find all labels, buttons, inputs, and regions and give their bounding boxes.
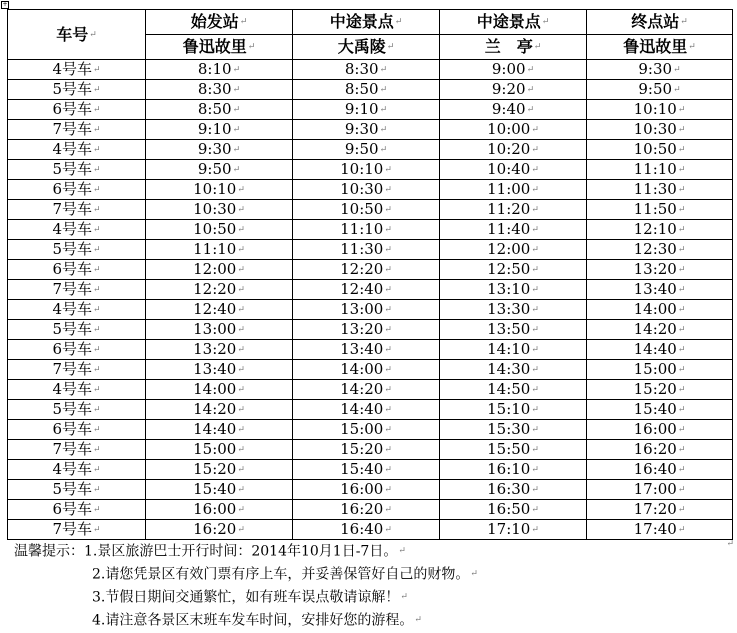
time-cell: 14:00↵ (146, 380, 293, 400)
header-end-station: 终点站↵ (587, 10, 733, 35)
time-cell: 9:10↵ (146, 120, 293, 140)
time-cell: 9:50↵ (587, 80, 733, 100)
time-cell: 15:00↵ (293, 420, 440, 440)
car-number-cell: 4号车↵ (8, 380, 146, 400)
time-cell: 12:30↵ (587, 240, 733, 260)
time-cell: 8:50↵ (293, 80, 440, 100)
time-cell: 14:00↵ (293, 360, 440, 380)
table-row (8, 520, 733, 540)
time-cell: 16:20↵ (293, 500, 440, 520)
time-cell: 11:00↵ (440, 180, 587, 200)
table-row (8, 160, 733, 180)
time-cell: 13:10↵ (440, 280, 587, 300)
time-cell: 16:00↵ (293, 480, 440, 500)
time-cell: 10:30↵ (293, 180, 440, 200)
table-row (8, 260, 733, 280)
table-row (8, 200, 733, 220)
note-line: 4.请注意各景区末班车发车时间，安排好您的游程。↵ (92, 612, 422, 629)
time-cell: 9:10↵ (293, 100, 440, 120)
time-cell: 15:40↵ (293, 460, 440, 480)
time-cell: 11:20↵ (440, 200, 587, 220)
car-number-cell: 7号车↵ (8, 520, 146, 540)
time-cell: 16:20↵ (146, 520, 293, 540)
time-cell: 17:00↵ (587, 480, 733, 500)
time-cell: 9:30↵ (146, 140, 293, 160)
time-cell: 11:40↵ (440, 220, 587, 240)
car-number-cell: 4号车↵ (8, 220, 146, 240)
time-cell: 12:20↵ (293, 260, 440, 280)
time-cell: 17:10↵ (440, 520, 587, 540)
time-cell: 16:50↵ (440, 500, 587, 520)
time-cell: 10:40↵ (440, 160, 587, 180)
time-cell: 13:40↵ (146, 360, 293, 380)
time-cell: 10:30↵ (146, 200, 293, 220)
header-start-station: 始发站↵ (146, 10, 293, 35)
time-cell: 12:40↵ (293, 280, 440, 300)
table-row (8, 320, 733, 340)
car-number-cell: 5号车↵ (8, 400, 146, 420)
time-cell: 14:20↵ (146, 400, 293, 420)
time-cell: 10:00↵ (440, 120, 587, 140)
time-cell: 13:00↵ (293, 300, 440, 320)
time-cell: 9:00↵ (440, 60, 587, 80)
time-cell: 17:40↵ (587, 520, 733, 540)
time-cell: 15:40↵ (587, 400, 733, 420)
time-cell: 14:40↵ (146, 420, 293, 440)
time-cell: 14:00↵ (587, 300, 733, 320)
car-number-cell: 5号车↵ (8, 320, 146, 340)
time-cell: 14:50↵ (440, 380, 587, 400)
header-midway-2: 中途景点↵ (440, 10, 587, 35)
table-row (8, 120, 733, 140)
car-number-cell: 7号车↵ (8, 200, 146, 220)
car-number-cell: 7号车↵ (8, 120, 146, 140)
time-cell: 12:10↵ (587, 220, 733, 240)
table-row (8, 480, 733, 500)
note-line: 2.请您凭景区有效门票有序上车，并妥善保管好自己的财物。↵ (92, 566, 478, 583)
time-cell: 10:10↵ (146, 180, 293, 200)
table-row (8, 340, 733, 360)
time-cell: 14:10↵ (440, 340, 587, 360)
time-cell: 8:10↵ (146, 60, 293, 80)
time-cell: 12:50↵ (440, 260, 587, 280)
time-cell: 10:50↵ (146, 220, 293, 240)
car-number-cell: 7号车↵ (8, 440, 146, 460)
time-cell: 16:20↵ (587, 440, 733, 460)
table-row (8, 360, 733, 380)
time-cell: 13:40↵ (293, 340, 440, 360)
time-cell: 10:20↵ (440, 140, 587, 160)
car-number-cell: 5号车↵ (8, 80, 146, 100)
time-cell: 13:20↵ (293, 320, 440, 340)
header-start-name: 鲁迅故里↵ (146, 35, 293, 60)
time-cell: 10:50↵ (587, 140, 733, 160)
table-row (8, 180, 733, 200)
time-cell: 8:30↵ (146, 80, 293, 100)
table-row (8, 460, 733, 480)
car-number-cell: 4号车↵ (8, 60, 146, 80)
table-row (8, 280, 733, 300)
note-line: 3.节假日期间交通繁忙，如有班车误点敬请谅解！↵ (92, 589, 408, 606)
time-cell: 13:00↵ (146, 320, 293, 340)
table-row (8, 60, 733, 80)
table-row (8, 80, 733, 100)
time-cell: 14:30↵ (440, 360, 587, 380)
car-number-cell: 4号车↵ (8, 300, 146, 320)
car-number-cell: 6号车↵ (8, 100, 146, 120)
time-cell: 15:20↵ (146, 460, 293, 480)
table-row (8, 380, 733, 400)
time-cell: 11:50↵ (587, 200, 733, 220)
car-number-cell: 5号车↵ (8, 240, 146, 260)
time-cell: 11:30↵ (293, 240, 440, 260)
car-number-cell: 7号车↵ (8, 280, 146, 300)
time-cell: 15:10↵ (440, 400, 587, 420)
time-cell: 15:50↵ (440, 440, 587, 460)
time-cell: 12:00↵ (440, 240, 587, 260)
car-number-cell: 4号车↵ (8, 140, 146, 160)
table-row (8, 100, 733, 120)
time-cell: 12:20↵ (146, 280, 293, 300)
time-cell: 10:30↵ (587, 120, 733, 140)
table-row (8, 240, 733, 260)
time-cell: 14:20↵ (293, 380, 440, 400)
time-cell: 15:00↵ (587, 360, 733, 380)
table-row (8, 440, 733, 460)
car-number-cell: 6号车↵ (8, 260, 146, 280)
table-anchor-icon: + (2, 1, 8, 8)
header-midway-1-name: 大禹陵↵ (293, 35, 440, 60)
time-cell: 10:10↵ (587, 100, 733, 120)
car-number-cell: 5号车↵ (8, 480, 146, 500)
paragraph-mark-icon: ↵ (726, 539, 734, 549)
table-row (8, 220, 733, 240)
time-cell: 14:20↵ (587, 320, 733, 340)
time-cell: 12:40↵ (146, 300, 293, 320)
time-cell: 16:00↵ (587, 420, 733, 440)
time-cell: 13:50↵ (440, 320, 587, 340)
time-cell: 13:40↵ (587, 280, 733, 300)
car-number-cell: 5号车↵ (8, 160, 146, 180)
car-number-cell: 6号车↵ (8, 180, 146, 200)
time-cell: 16:00↵ (146, 500, 293, 520)
time-cell: 15:40↵ (146, 480, 293, 500)
time-cell: 11:30↵ (587, 180, 733, 200)
time-cell: 16:10↵ (440, 460, 587, 480)
time-cell: 15:30↵ (440, 420, 587, 440)
header-midway-2-name: 兰 亭↵ (440, 35, 587, 60)
time-cell: 9:20↵ (440, 80, 587, 100)
time-cell: 10:50↵ (293, 200, 440, 220)
time-cell: 11:10↵ (146, 240, 293, 260)
table-row (8, 300, 733, 320)
car-number-cell: 6号车↵ (8, 500, 146, 520)
header-midway-1: 中途景点↵ (293, 10, 440, 35)
header-row-top (8, 10, 733, 35)
time-cell: 13:30↵ (440, 300, 587, 320)
time-cell: 15:20↵ (587, 380, 733, 400)
time-cell: 16:40↵ (293, 520, 440, 540)
car-number-cell: 4号车↵ (8, 460, 146, 480)
time-cell: 9:30↵ (587, 60, 733, 80)
car-number-cell: 6号车↵ (8, 420, 146, 440)
time-cell: 11:10↵ (587, 160, 733, 180)
time-cell: 9:50↵ (146, 160, 293, 180)
table-row (8, 500, 733, 520)
note-line: 温馨提示：1.景区旅游巴士开行时间：2014年10月1日-7日。↵ (14, 543, 406, 560)
time-cell: 13:20↵ (146, 340, 293, 360)
table-row (8, 400, 733, 420)
car-number-cell: 6号车↵ (8, 340, 146, 360)
time-cell: 14:40↵ (293, 400, 440, 420)
time-cell: 13:20↵ (587, 260, 733, 280)
notes-block (14, 540, 729, 632)
time-cell: 10:10↵ (293, 160, 440, 180)
time-cell: 16:40↵ (587, 460, 733, 480)
table-row (8, 420, 733, 440)
header-car-no: 车号↵ (8, 10, 146, 60)
time-cell: 11:10↵ (293, 220, 440, 240)
time-cell: 8:50↵ (146, 100, 293, 120)
car-number-cell: 7号车↵ (8, 360, 146, 380)
time-cell: 14:40↵ (587, 340, 733, 360)
table-row (8, 140, 733, 160)
time-cell: 15:20↵ (293, 440, 440, 460)
time-cell: 17:20↵ (587, 500, 733, 520)
time-cell: 9:40↵ (440, 100, 587, 120)
bus-schedule-table (7, 9, 733, 540)
time-cell: 12:00↵ (146, 260, 293, 280)
header-end-name: 鲁迅故里↵ (587, 35, 733, 60)
time-cell: 15:00↵ (146, 440, 293, 460)
time-cell: 8:30↵ (293, 60, 440, 80)
time-cell: 16:30↵ (440, 480, 587, 500)
time-cell: 9:50↵ (293, 140, 440, 160)
time-cell: 9:30↵ (293, 120, 440, 140)
